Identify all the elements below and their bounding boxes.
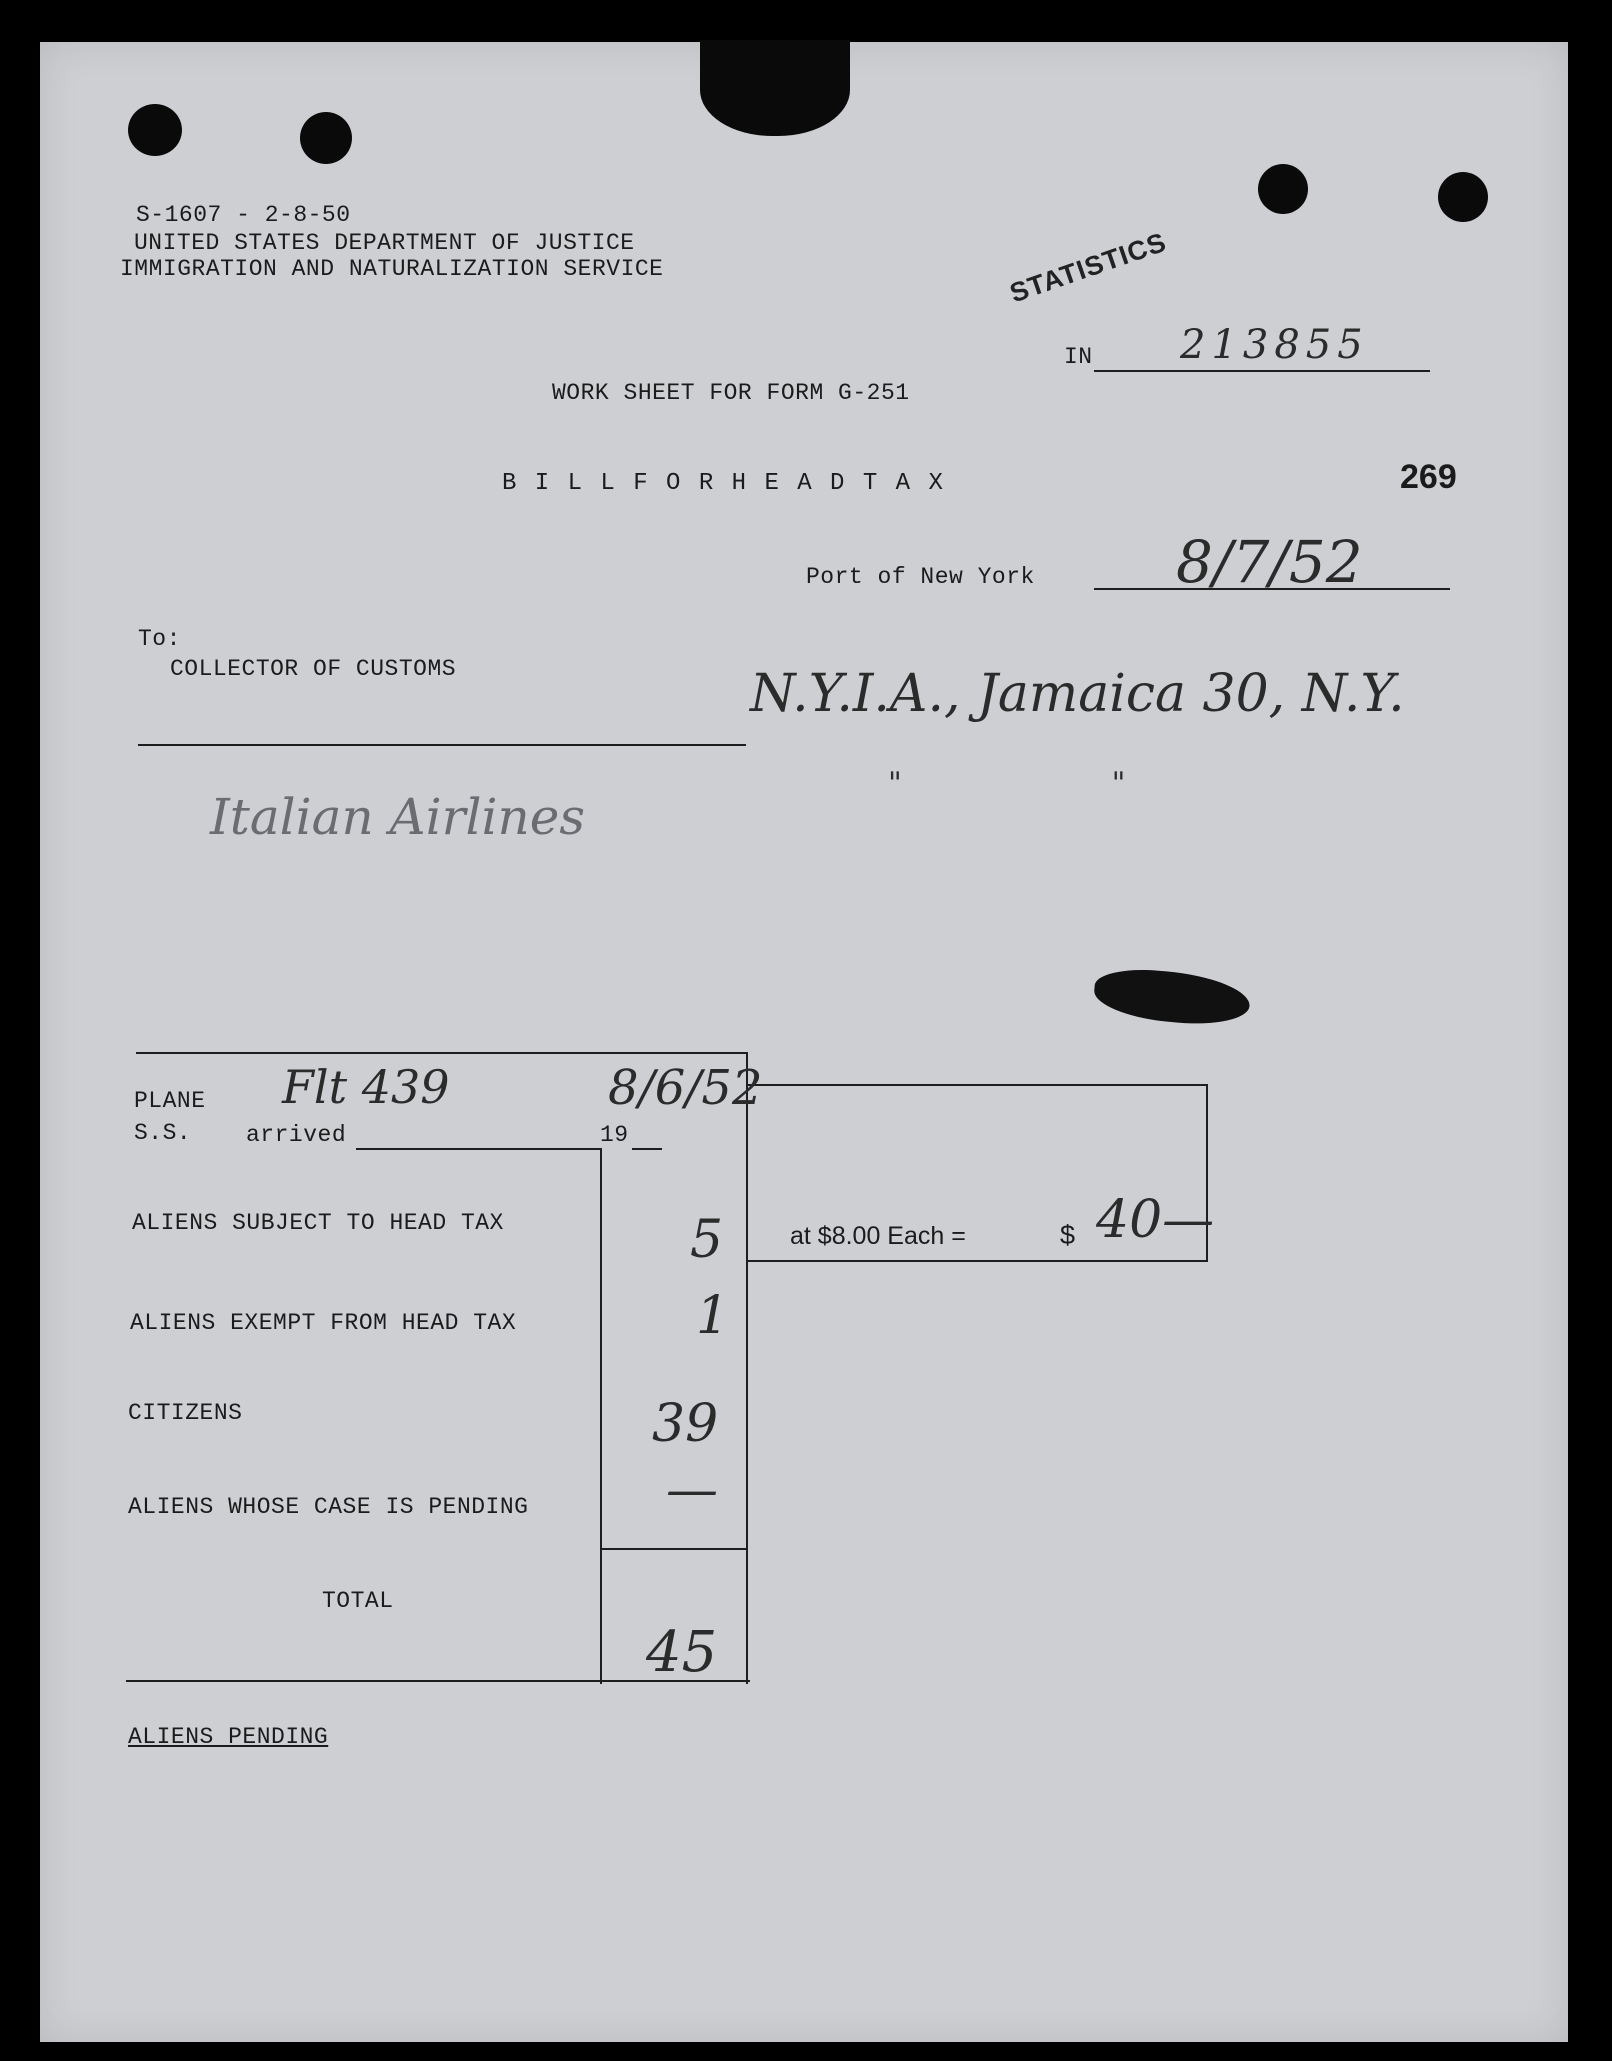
- year-underline: [632, 1148, 662, 1150]
- row-label-citizens: CITIZENS: [128, 1400, 243, 1426]
- arrival-date-handwritten: 8/6/52: [608, 1060, 763, 1116]
- form-title: WORK SHEET FOR FORM G-251: [552, 380, 910, 406]
- location-handwritten: N.Y.I.A., Jamaica 30, N.Y.: [750, 664, 1405, 724]
- values-column-left-border: [600, 1148, 602, 1684]
- punch-hole-left-2: [300, 112, 352, 164]
- total-rule: [600, 1548, 748, 1550]
- department-name: UNITED STATES DEPARTMENT OF JUSTICE: [134, 230, 635, 256]
- in-label: IN: [1064, 344, 1093, 370]
- row-label-pending: ALIENS WHOSE CASE IS PENDING: [128, 1494, 529, 1520]
- row-label-subject: ALIENS SUBJECT TO HEAD TAX: [132, 1210, 504, 1236]
- row-value-subject: 5: [690, 1210, 724, 1270]
- ditto-marks: " ": [888, 766, 1126, 801]
- tax-amount-handwritten: 40—: [1096, 1190, 1215, 1250]
- statistics-stamp: STATISTICS: [1006, 226, 1171, 309]
- sheet-number: 269: [1400, 458, 1457, 496]
- tax-rate-label: at $8.00 Each =: [790, 1222, 966, 1250]
- address-underline: [138, 744, 746, 746]
- arrived-label: arrived: [246, 1122, 347, 1148]
- tax-box-bottom: [748, 1260, 1208, 1262]
- port-label: Port of New York: [806, 564, 1035, 590]
- punch-hole-right-2: [1438, 172, 1488, 222]
- in-number-handwritten: 213855: [1180, 322, 1369, 368]
- carrier-handwritten: Italian Airlines: [210, 788, 585, 846]
- total-value: 45: [646, 1620, 718, 1685]
- in-underline: [1094, 370, 1430, 372]
- table-right-border: [746, 1052, 748, 1684]
- to-label: To:: [138, 626, 181, 652]
- form-code: S-1607 - 2-8-50: [136, 202, 351, 228]
- port-date-handwritten: 8/7/52: [1176, 528, 1363, 596]
- plane-label: PLANE: [134, 1088, 206, 1114]
- aliens-pending-heading: ALIENS PENDING: [128, 1724, 329, 1750]
- punch-hole-top-torn: [700, 40, 850, 136]
- addressee: COLLECTOR OF CUSTOMS: [170, 656, 457, 682]
- table-top-rule: [136, 1052, 748, 1054]
- tax-box-top: [748, 1084, 1208, 1086]
- row-value-citizens: 39: [652, 1394, 719, 1454]
- row-value-pending: —: [666, 1460, 718, 1520]
- ss-label: S.S.: [134, 1120, 192, 1146]
- service-name: IMMIGRATION AND NATURALIZATION SERVICE: [120, 256, 664, 282]
- bill-title: B I L L F O R H E A D T A X: [502, 470, 945, 497]
- flight-handwritten: Flt 439: [282, 1060, 450, 1114]
- year-prefix: 19: [600, 1122, 629, 1148]
- tax-currency: $: [1060, 1220, 1076, 1250]
- arrived-underline: [356, 1148, 602, 1150]
- row-value-exempt: 1: [696, 1286, 730, 1346]
- punch-hole-left-1: [128, 104, 182, 156]
- total-label: TOTAL: [322, 1588, 394, 1614]
- punch-hole-right-1: [1258, 164, 1308, 214]
- row-label-exempt: ALIENS EXEMPT FROM HEAD TAX: [130, 1310, 517, 1336]
